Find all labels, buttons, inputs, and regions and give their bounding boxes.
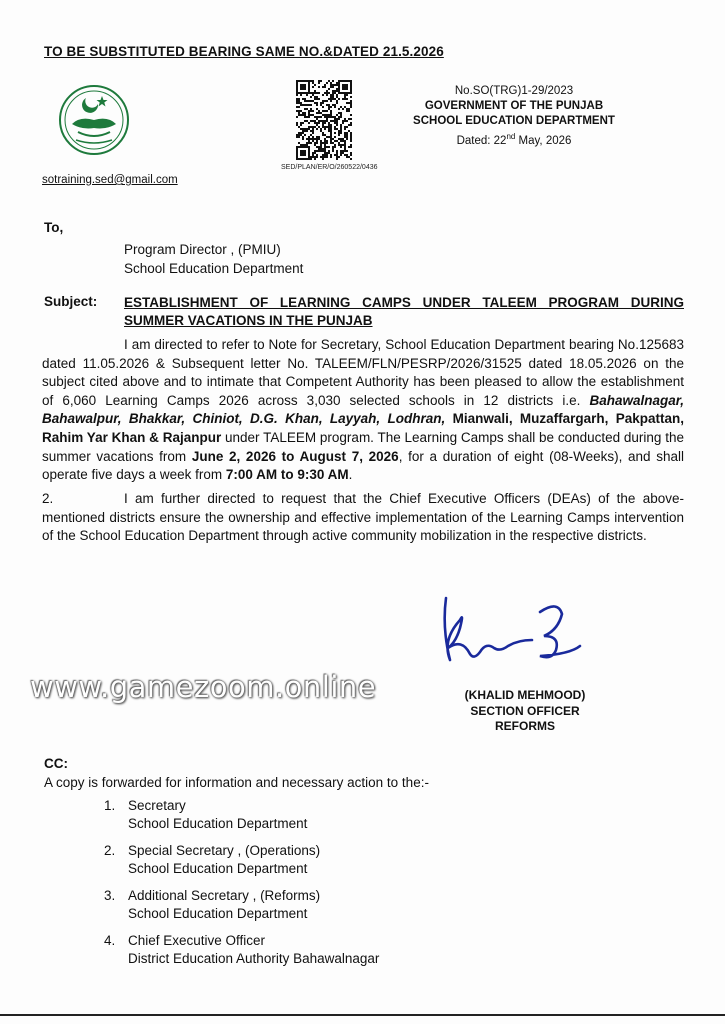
letter-date: Dated: 22nd May, 2026 [456, 132, 572, 147]
addressee-line-1: Program Director , (PMIU) [124, 242, 281, 257]
cc-label: CC: [44, 756, 68, 771]
addressee [124, 240, 303, 278]
cc-text: A copy is forwarded for information and necessary action to the:- [44, 775, 429, 790]
email-link[interactable]: sotraining.sed@gmail.com [42, 174, 178, 186]
cc-list [104, 797, 379, 977]
list-item: 3. Additional Secretary , (Reforms) School Education Department [104, 888, 321, 921]
list-item: 2. Special Secretary , (Operations) School Education Department [104, 843, 321, 876]
reference-number: No.SO(TRG)1-29/2023 [454, 85, 574, 97]
list-item: 4. Chief Executive Officer District Education Authority Bahawalnagar [104, 933, 380, 966]
department-name: SCHOOL EDUCATION DEPARTMENT [413, 115, 615, 127]
addressee-line-2: School Education Department [124, 261, 304, 276]
signatory-name: (KHALID MEHMOOD) [464, 688, 586, 702]
bottom-rule [0, 1014, 725, 1016]
qr-caption: SED/PLAN/ER/O/260522/0436 [281, 164, 378, 171]
to-label: To, [44, 220, 64, 235]
signatory-title: SECTION OFFICER [470, 703, 580, 718]
signatory-block [450, 688, 600, 735]
letter-header [399, 84, 629, 149]
paragraph-1: I am directed to refer to Note for Secretary, School Education Department bearing No.125683 dated 11.05.2026 & Subsequent letter No. TALEEM/FLN/PESRP/2026/31525 dated 18.05.2026 on the subject cited above and to intimate that Competent Authority has been pleased to allow the establishment of 6,060 Learning Camps 2026 across 3,030 selected schools in 12 districts i.e. Bahawalnagar, Bahawalpur, Bhakkar, Chiniot, D.G. Khan, Layyah, Lodhran, Mianwali, Muzaffargarh, Pakpattan, Rahim Yar Khan & Rajanpur under TALEEM program. The Learning Camps shall be conducted during the summer vacations from June 2, 2026 to August 7, 2026, for a duration of eight (08-Weeks), and shall operate five days a week from 7:00 AM to 9:30 AM. [42, 337, 685, 483]
paragraph-2: 2. I am further directed to request that the Chief Executive Officers (DEAs) of the above-mentioned districts ensure the ownership and effective implementation of the Learning Camps intervention of the School Education Department through active community mobilization in the respective districts. [42, 491, 684, 544]
watermark: www.gamezoom.online [30, 670, 377, 704]
list-item: 1. Secretary School Education Department [104, 798, 308, 831]
substitution-note: TO BE SUBSTITUTED BEARING SAME NO.&DATED 21.5.2026 [44, 44, 444, 59]
government-name: GOVERNMENT OF THE PUNJAB [424, 100, 604, 112]
subject-label: Subject: [44, 294, 98, 309]
signatory-wing: REFORMS [495, 719, 555, 733]
qr-code-icon [296, 80, 352, 160]
signature-icon [432, 590, 602, 680]
subject-text: ESTABLISHMENT OF LEARNING CAMPS UNDER TALEEM PROGRAM DURING SUMMER VACATIONS IN THE PUNJAB [124, 295, 684, 328]
punjab-government-logo-icon [58, 84, 130, 156]
